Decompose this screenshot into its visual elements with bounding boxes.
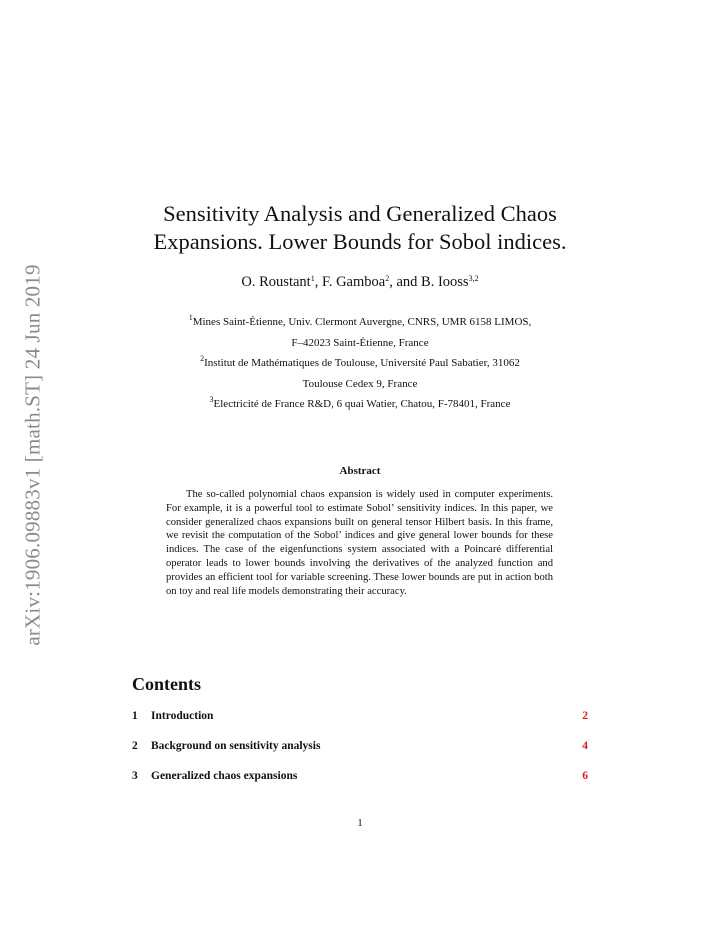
toc-section-number: 2 <box>132 740 138 752</box>
author-name: B. Iooss <box>421 274 469 290</box>
abstract-text: The so-called polynomial chaos expansion is widely used in computer experiments. For example, it is a powerful tool to estimate Sobol’ sensitivity indices. In this paper, we consider generalized chaos expansions built on general tensor Hilbert basis. In this frame, we revisit the computation of the Sobol’ indices and give general lower bounds for these indices. The case of the eigenfunctions system associated with a Poincaré differential operator leads to lower bounds involving the derivatives of the analyzed function and provides an efficient tool for variable screening. These lower bounds are put in action both on toy and real life models demonstrating their accuracy. <box>166 489 553 597</box>
author-name: F. Gamboa <box>321 274 386 290</box>
affiliation-text: Institut de Mathématiques de Toulouse, Université Paul Sabatier, 31062 <box>204 357 520 369</box>
author-separator: , <box>314 274 322 290</box>
toc-entry-background[interactable] <box>132 740 588 770</box>
author-separator: , and <box>389 274 422 290</box>
author-affiliation-mark: 1 <box>310 274 315 284</box>
affiliation-3 <box>0 394 720 415</box>
author-list <box>0 274 720 291</box>
toc-entry-introduction[interactable] <box>132 710 588 740</box>
arxiv-identifier-stamp: arXiv:1906.09883v1 [math.ST] 24 Jun 2019 <box>20 264 45 646</box>
affiliation-1-continued: F–42023 Saint-Étienne, France <box>291 336 429 349</box>
toc-section-title: Background on sensitivity analysis <box>151 740 321 752</box>
affiliation-list <box>0 312 720 415</box>
affiliation-mark: 3 <box>209 395 214 405</box>
affiliation-2 <box>0 353 720 374</box>
affiliation-mark: 2 <box>200 354 205 364</box>
toc-page-link[interactable]: 2 <box>582 710 588 722</box>
toc-section-title: Introduction <box>151 710 214 722</box>
toc-page-link[interactable]: 4 <box>582 740 588 752</box>
toc-page-link[interactable]: 6 <box>582 770 588 782</box>
title-line-2: Expansions. Lower Bounds for Sobol indices. <box>153 229 567 254</box>
toc-section-number: 3 <box>132 770 138 782</box>
author-affiliation-mark: 2 <box>385 274 390 284</box>
affiliation-text: Electricité de France R&D, 6 quai Watier, Chatou, F-78401, France <box>213 398 511 410</box>
affiliation-2-continued: Toulouse Cedex 9, France <box>302 377 418 390</box>
page-number: 1 <box>357 817 363 829</box>
toc-entry-generalized-chaos[interactable] <box>132 770 588 800</box>
author-name: O. Roustant <box>241 274 311 290</box>
author-affiliation-mark: 3,2 <box>468 274 479 284</box>
abstract-heading: Abstract <box>339 465 381 477</box>
toc-section-title: Generalized chaos expansions <box>151 770 298 782</box>
paper-title <box>0 200 720 256</box>
table-of-contents <box>132 710 588 800</box>
affiliation-text: Mines Saint-Étienne, Univ. Clermont Auvergne, CNRS, UMR 6158 LIMOS, <box>192 316 532 328</box>
affiliation-mark: 1 <box>188 313 193 323</box>
toc-section-number: 1 <box>132 710 138 722</box>
contents-heading: Contents <box>132 674 202 694</box>
title-line-1: Sensitivity Analysis and Generalized Chaos <box>163 201 557 226</box>
affiliation-1 <box>0 312 720 333</box>
